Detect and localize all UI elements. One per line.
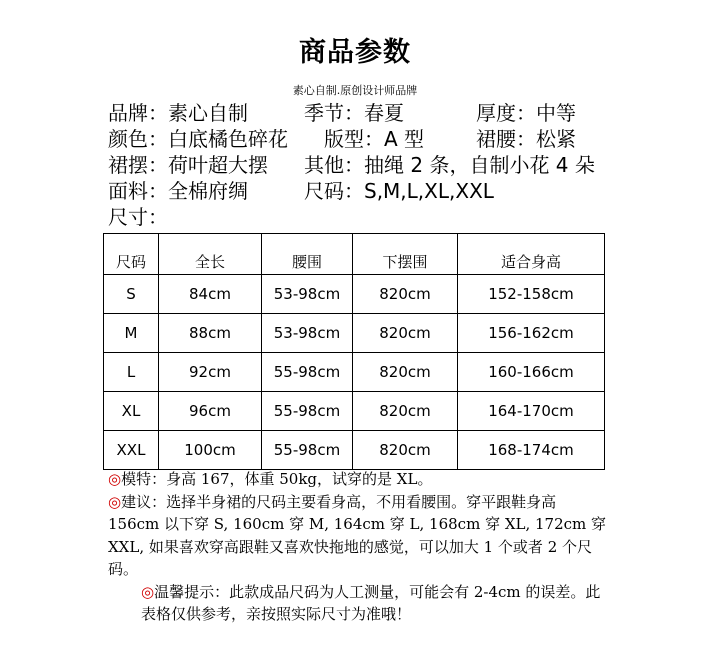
advice-note <box>108 491 608 581</box>
param-sizes: 尺码：S,M,L,XL,XXL <box>304 179 494 203</box>
param-label: 季节 <box>304 101 344 125</box>
param-value: 抽绳 2 条，自制小花 4 朵 <box>364 153 595 177</box>
cell-hem: 820cm <box>353 431 458 470</box>
param-value: 松紧 <box>536 127 576 151</box>
cell-size: S <box>104 275 159 314</box>
cell-hem: 820cm <box>353 314 458 353</box>
param-thickness: 厚度：中等 <box>476 101 576 125</box>
cell-size: XL <box>104 392 159 431</box>
header-hem: 下摆围 <box>353 234 458 275</box>
param-value: 全棉府绸 <box>168 179 248 203</box>
cell-length: 88cm <box>159 314 262 353</box>
param-value: 素心自制 <box>168 101 248 125</box>
table-row <box>104 353 605 392</box>
page-title: 商品参数 <box>299 37 411 68</box>
param-dimensions: 尺寸： <box>108 205 168 229</box>
param-value: 春夏 <box>364 101 404 125</box>
cell-hem: 820cm <box>353 275 458 314</box>
param-fabric: 面料：全棉府绸 <box>108 179 248 203</box>
param-label: 其他 <box>304 153 344 177</box>
param-hem: 裙摆：荷叶超大摆 <box>108 153 268 177</box>
param-season: 季节：春夏 <box>304 101 404 125</box>
cell-waist: 55-98cm <box>262 431 353 470</box>
param-value: S,M,L,XL,XXL <box>364 179 494 203</box>
advice-note-text: 建议：选择半身裙的尺码主要看身高，不用看腰围。穿平跟鞋身高 156cm 以下穿 S, 160cm 穿 M, 164cm 穿 L, 168cm 穿 XL, 172cm 穿 XXL, 如果喜欢穿高跟鞋又喜欢快拖地的感觉，可以加大 1 个或者 2 个尺码。 <box>108 492 607 578</box>
cell-height: 164-170cm <box>458 392 605 431</box>
param-fit: 版型：A 型 <box>324 127 425 151</box>
cell-waist: 53-98cm <box>262 275 353 314</box>
header-size: 尺码 <box>104 234 159 275</box>
circle-mark-icon: ◎ <box>108 492 122 511</box>
table-row <box>104 431 605 470</box>
tip-note-text: 温馨提示：此款成品尺码为人工测量，可能会有 2-4cm 的误差。此表格仅供参考，亲按照实际尺寸为准哦！ <box>141 582 601 623</box>
cell-waist: 53-98cm <box>262 314 353 353</box>
param-value: 荷叶超大摆 <box>168 153 268 177</box>
table-row <box>104 275 605 314</box>
param-label: 尺码 <box>304 179 344 203</box>
cell-length: 100cm <box>159 431 262 470</box>
circle-mark-icon: ◎ <box>141 582 155 601</box>
brand-subtitle: 素心自制.原创设计师品牌 <box>292 84 418 97</box>
param-value: 白底橘色碎花 <box>168 127 288 151</box>
cell-length: 96cm <box>159 392 262 431</box>
table-row <box>104 392 605 431</box>
param-value: A 型 <box>384 127 425 151</box>
model-note-text: 模特：身高 167，体重 50kg，试穿的是 XL。 <box>121 470 433 488</box>
param-brand: 品牌：素心自制 <box>108 101 248 125</box>
cell-height: 168-174cm <box>458 431 605 470</box>
param-label: 裙摆 <box>108 153 148 177</box>
cell-hem: 820cm <box>353 392 458 431</box>
header-waist: 腰围 <box>262 234 353 275</box>
cell-length: 92cm <box>159 353 262 392</box>
cell-size: M <box>104 314 159 353</box>
cell-height: 160-166cm <box>458 353 605 392</box>
cell-height: 152-158cm <box>458 275 605 314</box>
param-label: 尺寸 <box>108 205 148 229</box>
tip-note <box>108 581 608 626</box>
cell-length: 84cm <box>159 275 262 314</box>
header-length: 全长 <box>159 234 262 275</box>
param-label: 版型 <box>324 127 364 151</box>
cell-hem: 820cm <box>353 353 458 392</box>
table-row <box>104 314 605 353</box>
cell-size: L <box>104 353 159 392</box>
circle-mark-icon: ◎ <box>108 470 122 488</box>
notes <box>108 468 608 626</box>
model-note <box>108 468 608 491</box>
param-value: 中等 <box>536 101 576 125</box>
param-label: 厚度 <box>476 101 516 125</box>
param-color: 颜色：白底橘色碎花 <box>108 127 288 151</box>
size-table <box>103 233 605 470</box>
param-label: 品牌 <box>108 101 148 125</box>
param-label: 颜色 <box>108 127 148 151</box>
table-header-row <box>104 234 605 275</box>
param-label: 面料 <box>108 179 148 203</box>
cell-size: XXL <box>104 431 159 470</box>
param-waistband: 裙腰：松紧 <box>476 127 576 151</box>
cell-waist: 55-98cm <box>262 353 353 392</box>
cell-height: 156-162cm <box>458 314 605 353</box>
header-height: 适合身高 <box>458 234 605 275</box>
param-other: 其他：抽绳 2 条，自制小花 4 朵 <box>304 153 595 177</box>
param-label: 裙腰 <box>476 127 516 151</box>
cell-waist: 55-98cm <box>262 392 353 431</box>
